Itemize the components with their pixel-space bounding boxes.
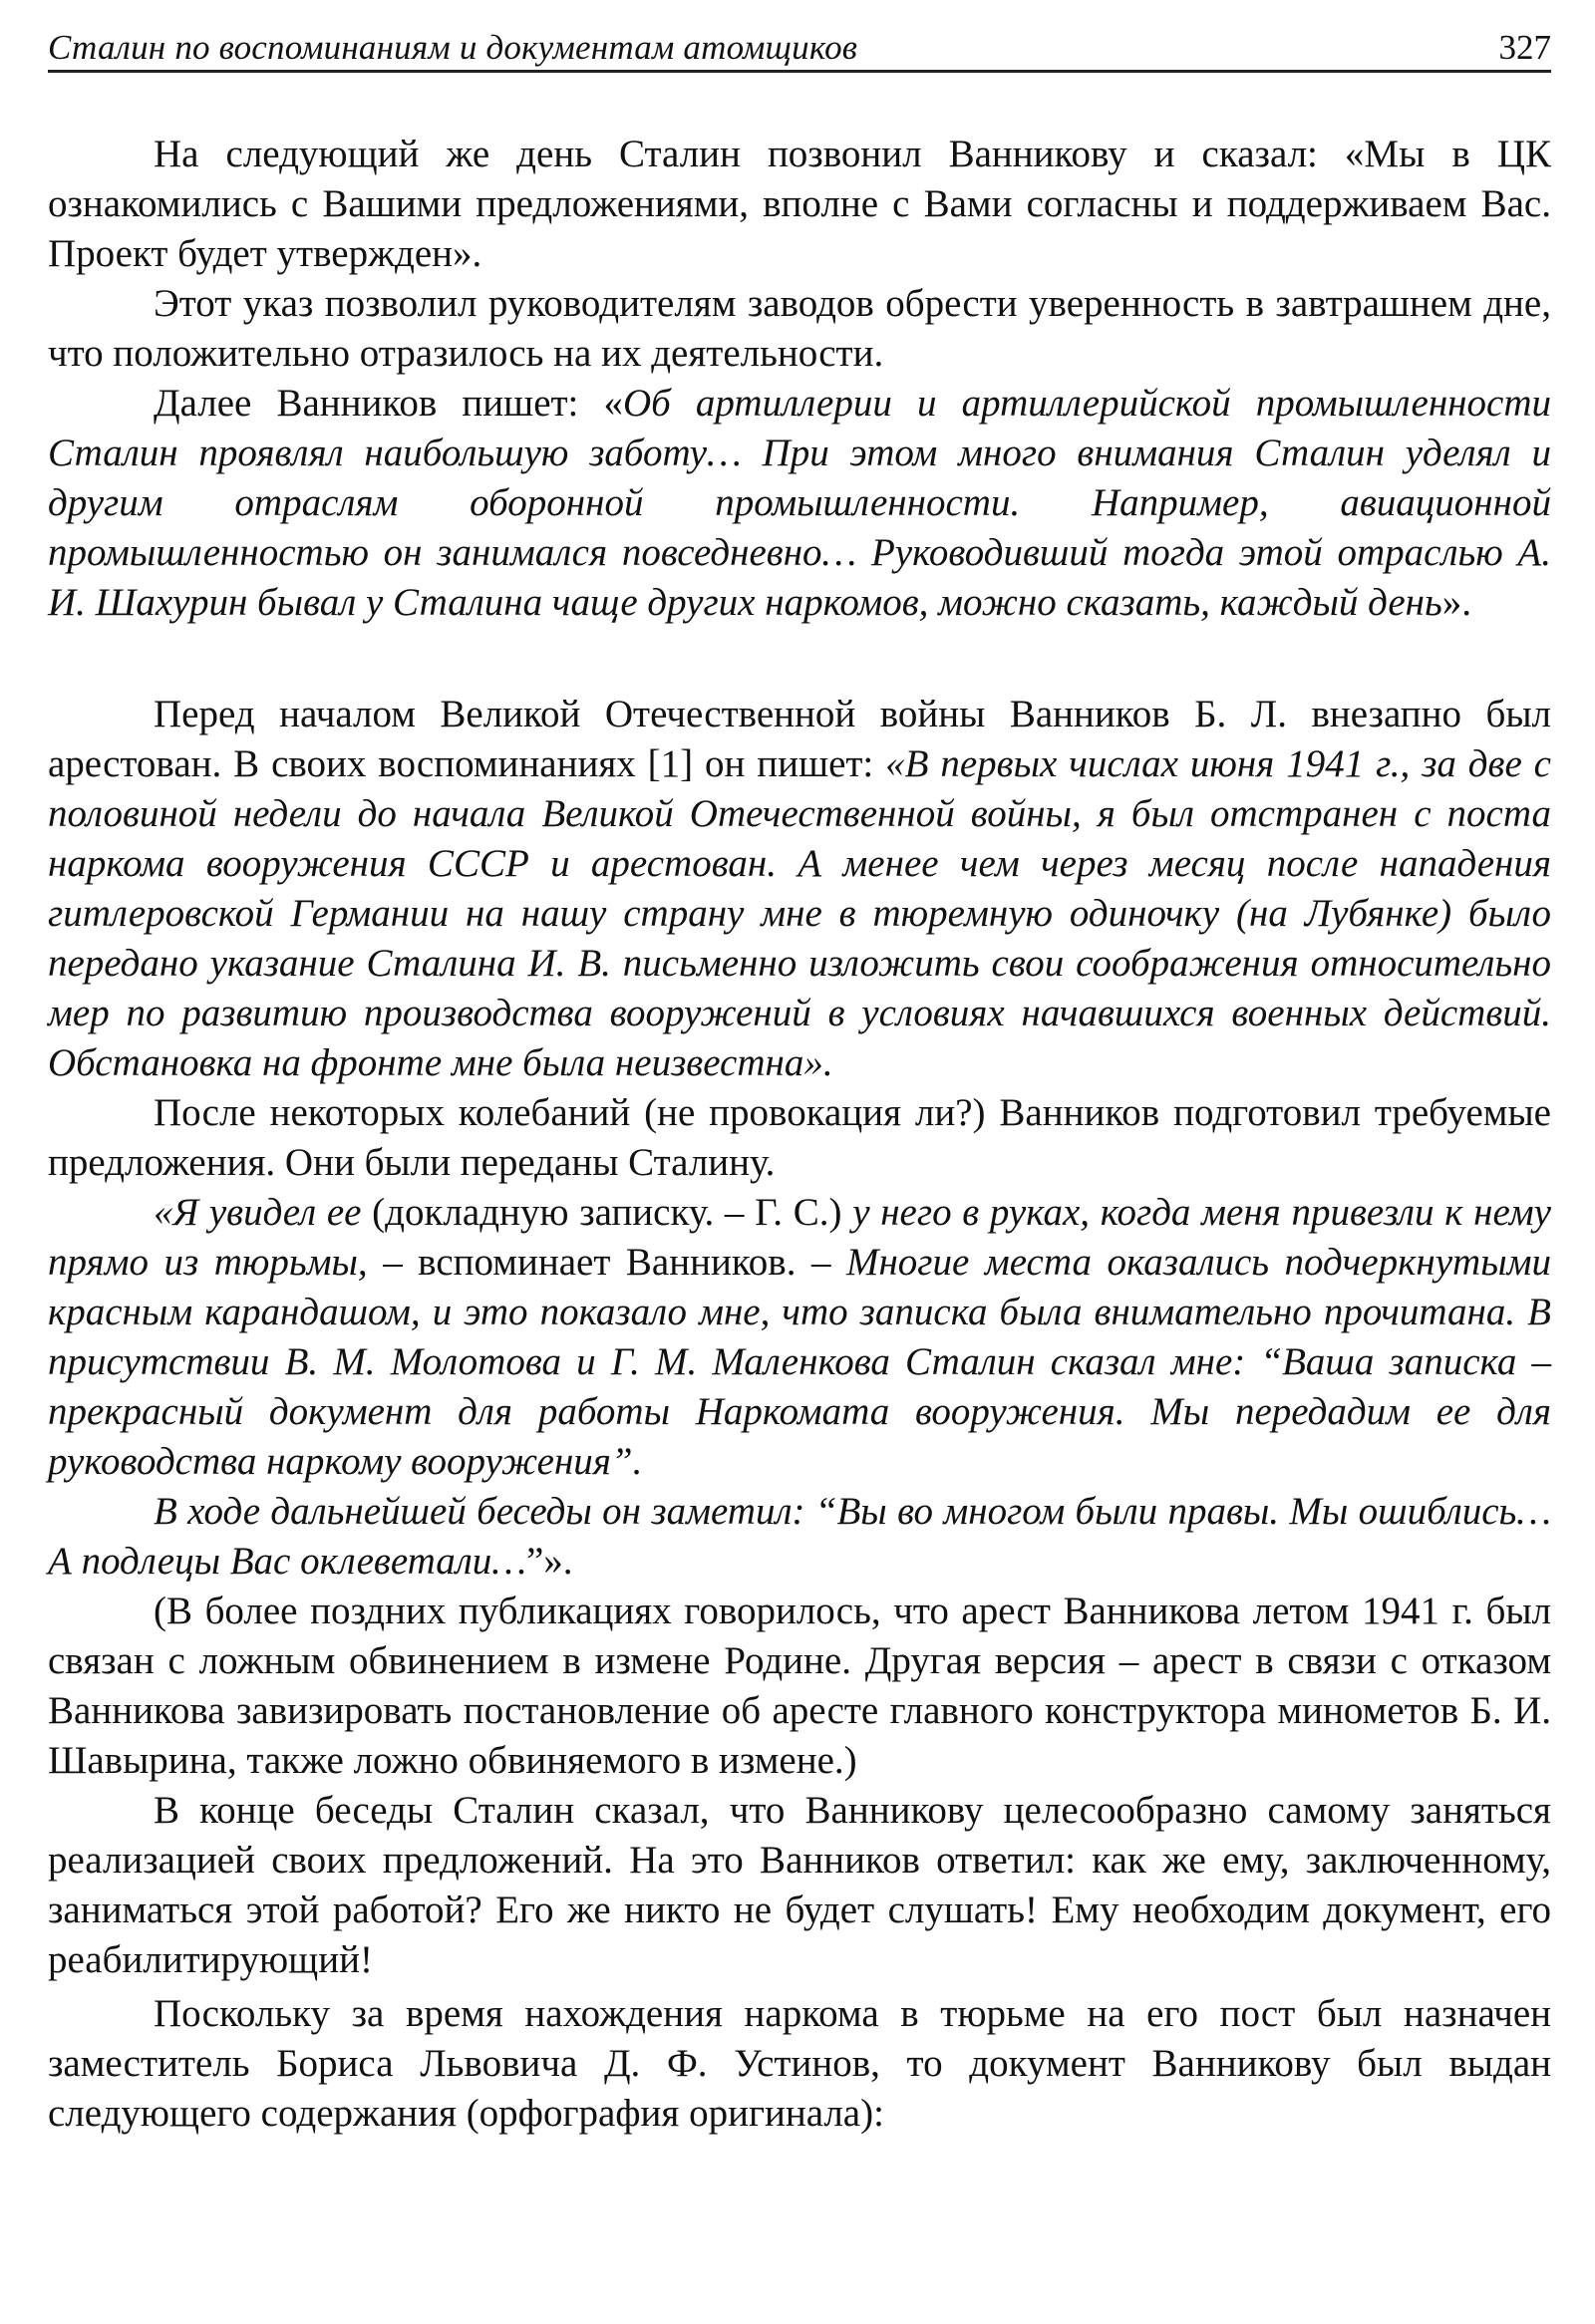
text-segment: Этот указ позволил руководителям заводов обрести уверенность в завтрашнем дне, что положительно отразилось на их деятельности.: [48, 282, 1551, 375]
book-page: [48, 28, 1551, 2139]
paragraph-7: [48, 1487, 1551, 1587]
running-header: [48, 28, 1551, 73]
italic-quote-segment: «Я увидел ее: [154, 1191, 373, 1234]
text-segment: ».: [1441, 581, 1471, 624]
text-segment: (В более поздних публикациях говорилось, что арест Ванникова летом 1941 г. был связан с ложным обвинением в измене Родине. Другая версия – арест в связи с отказом Ванникова завизировать постановление об аресте главного конструктора минометов Б. И. Шавырина, также ложно обвиняемого в измене.): [48, 1590, 1551, 1782]
running-header-title: Сталин по воспоминаниям и документам атомщиков: [48, 28, 858, 67]
paragraph-4: [48, 690, 1551, 1088]
paragraph-1: [48, 130, 1551, 279]
italic-quote-segment: Многие места оказались подчеркнутыми красным карандашом, и это показало мне, что записка была внимательно прочитана. В присутствии В. М. Молотова и Г. М. Маленкова Сталин сказал мне: “Ваша записка – прекрасный документ для работы Наркомата вооружения. Мы передадим ее для руководства наркому вооружения”.: [48, 1241, 1552, 1483]
paragraph-8: [48, 1587, 1551, 1786]
paragraph-3: [48, 379, 1551, 628]
text-segment: (докладную записку. – Г. С.): [372, 1191, 853, 1234]
paragraph-9: [48, 1786, 1551, 1985]
text-segment: – вспоминает Ванников. –: [383, 1241, 846, 1284]
text-segment: Перед началом Великой Отечественной войны Ванников Б. Л. внезапно был арестован. В своих воспоминаниях [1] он пишет:: [48, 693, 1551, 785]
italic-quote-segment: Об артиллерии и артиллерийской промышленности Сталин проявлял наибольшую заботу… При этом много внимания Сталин уделял и другим отраслям оборонной промышленности. Например, авиационной промышленностью он занимался повседневно… Руководивший тогда этой отраслью А. И. Шахурин бывал у Сталина чаще других наркомов, можно сказать, каждый день: [48, 382, 1551, 624]
text-segment: В конце беседы Сталин сказал, что Ванникову целесообразно самому заняться реализацией своих предложений. На это Ванников ответил: как же ему, заключенному, заниматься этой работой? Его же никто не будет слушать! Ему необходим документ, его реабилитирующий!: [48, 1789, 1551, 1981]
paragraph-6: [48, 1188, 1551, 1487]
paragraph-2: [48, 279, 1551, 379]
text-segment: На следующий же день Сталин позвонил Ванникову и сказал: «Мы в ЦК ознакомились с Вашими предложениями, вполне с Вами согласны и поддерживаем Вас. Проект будет утвержден».: [48, 133, 1551, 275]
italic-quote-segment: «В первых числах июня 1941 г., за две с половиной недели до начала Великой Отечественной войны, я был отстранен с поста наркома вооружения СССР и арестован. А менее чем через месяц после нападения гитлеровской Германии на нашу страну мне в тюремную одиночку (на Лубянке) было передано указание Сталина И. В. письменно изложить свои соображения относительно мер по развитию производства вооружений в условиях начавшихся военных действий. Обстановка на фронте мне была неизвестна».: [48, 742, 1551, 1084]
text-segment: ”».: [525, 1540, 573, 1583]
page-number: 327: [1498, 28, 1551, 67]
text-segment: Далее Ванников пишет: «: [154, 382, 624, 425]
italic-quote-segment: В ходе дальнейшей беседы он заметил: “Вы во многом были правы. Мы ошиблись… А подлецы Вас оклеветали…: [48, 1490, 1551, 1583]
paragraph-5: [48, 1088, 1551, 1188]
text-segment: После некоторых колебаний (не провокация ли?) Ванников подготовил требуемые предложения. Они были переданы Сталину.: [48, 1091, 1551, 1184]
body-text: [48, 130, 1551, 2139]
text-segment: Поскольку за время нахождения наркома в тюрьме на его пост был назначен заместитель Бориса Львовича Д. Ф. Устинов, то документ Ванникову был выдан следующего содержания (орфография оригинала):: [48, 1992, 1551, 2135]
paragraph-10: [48, 1989, 1551, 2139]
italic-quote-segment: у него в руках, когда меня привезли к нему прямо из тюрьмы,: [48, 1191, 1551, 1284]
